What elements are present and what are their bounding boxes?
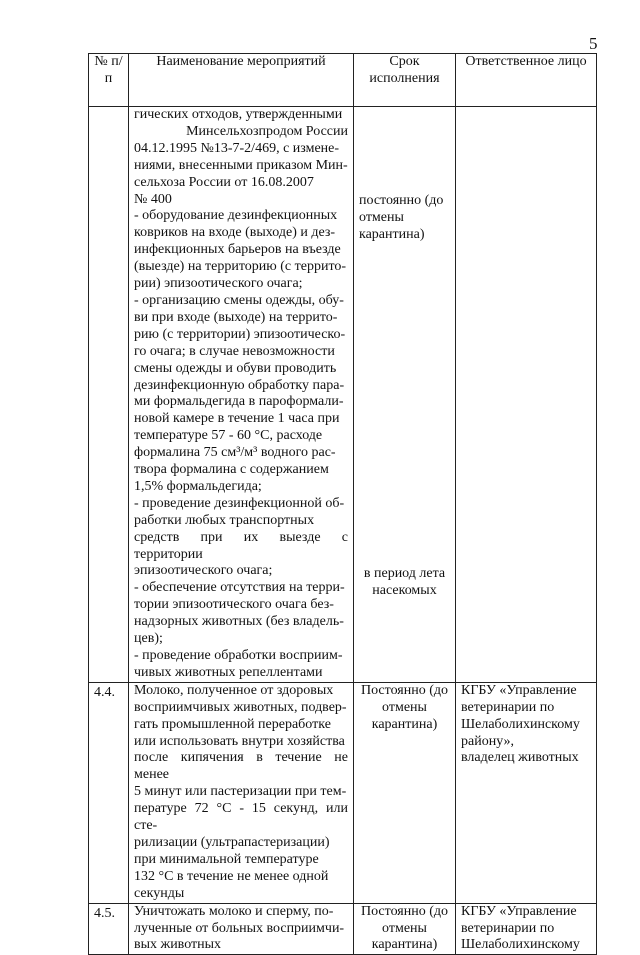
header-term: Срок исполнения — [354, 54, 456, 107]
row-name-cell — [129, 107, 354, 683]
text-line: го очага; в случае невозможности — [134, 343, 335, 359]
text-line: владелец животных — [461, 750, 579, 766]
text-line: рии) эпизоотического очага; — [134, 276, 303, 292]
text-line: цев); — [134, 631, 163, 647]
text-line: № 400 — [134, 191, 172, 207]
text-line: при минимальной температуре — [134, 851, 319, 867]
row-responsible-cell — [456, 682, 597, 903]
row-name-cell — [129, 682, 354, 903]
text-line: 5 минут или пастеризации при тем- — [134, 784, 347, 800]
row-term-cell — [354, 107, 456, 683]
table-row — [89, 903, 597, 955]
text-line: (выезде) на территорию (с террито- — [134, 259, 347, 275]
text-line: ниями, внесенными приказом Мин- — [134, 157, 348, 173]
row-term-cell: Постоянно (до отмены карантина) — [354, 682, 456, 903]
row-responsible-cell — [456, 107, 597, 683]
text-line: эпизоотического очага; — [134, 563, 273, 579]
text-line: Уничтожать молоко и сперму, по- — [134, 903, 334, 919]
table-header-row — [89, 54, 597, 107]
text-line: новой камере в течение 1 часа при — [134, 411, 340, 427]
text-line: пературе 72 °С - 15 секунд, или сте- — [134, 801, 348, 834]
text-line: - оборудование дезинфекционных — [134, 208, 338, 224]
row-num-cell — [89, 107, 129, 683]
text-line: Молоко, полученное от здоровых — [134, 682, 334, 698]
text-line: гать промышленной переработке — [134, 716, 331, 732]
text-line: КГБУ «Управление — [461, 682, 577, 698]
table-row — [89, 682, 597, 903]
text-line: 04.12.1995 №13-7-2/469, с измене- — [134, 140, 340, 156]
text-line: - проведение обработки восприим- — [134, 648, 343, 663]
text-line: инфекционных барьеров на въезде — [134, 242, 341, 258]
text-line: Шелаболихинскому — [461, 937, 580, 953]
text-line: работки любых транспортных — [134, 512, 315, 528]
text-line: лученные от больных восприимчи- — [134, 920, 345, 936]
text-line: или использовать внутри хозяйства — [134, 733, 345, 749]
text-line: 132 °С в течение не менее одной — [134, 868, 329, 884]
term-permanent: постоянно (до отмены карантина) — [359, 193, 444, 242]
text-line: ми формальдегида в пароформали- — [134, 394, 344, 410]
text-line: формалина 75 см³/м³ водного рас- — [134, 445, 336, 461]
measures-table — [88, 53, 597, 955]
text-line: гических отходов, утвержденными — [134, 107, 343, 122]
text-line: средств при их выезде с территории — [134, 529, 348, 562]
text-line: вых животных — [134, 937, 222, 953]
text-line: ветеринарии по — [461, 699, 555, 715]
row-responsible-cell — [456, 903, 597, 955]
text-line: дезинфекционную обработку пара- — [134, 377, 345, 393]
text-line: КГБУ «Управление — [461, 903, 577, 919]
text-line: рию (с территории) эпизоотическо- — [134, 326, 346, 342]
term-insect-season: в период лета насекомых — [363, 565, 446, 598]
text-line: смены одежды и обуви проводить — [134, 360, 337, 376]
text-line: после кипячения в течение не менее — [134, 750, 348, 783]
text-line: Минсельхозпродом России — [186, 123, 348, 139]
table-row — [89, 107, 597, 683]
row-num-cell: 4.4. — [89, 682, 129, 903]
text-line: 1,5% формальдегида; — [134, 478, 262, 494]
text-line: - организацию смены одежды, обу- — [134, 292, 344, 308]
row-name-cell — [129, 903, 354, 955]
header-name: Наименование мероприятий — [129, 54, 354, 107]
text-line: району», — [461, 733, 515, 749]
text-line: - обеспечение отсутствия на терри- — [134, 580, 345, 596]
text-line: тории эпизоотического очага без- — [134, 597, 334, 613]
row-num-cell: 4.5. — [89, 903, 129, 955]
header-num: № п/п — [89, 54, 129, 107]
text-line: сельхоза России от 16.08.2007 — [134, 174, 314, 190]
text-line: Шелаболихинскому — [461, 716, 580, 732]
header-responsible: Ответственное лицо — [456, 54, 597, 107]
page-number: 5 — [589, 34, 598, 53]
row-term-cell: Постоянно (до отмены карантина) — [354, 903, 456, 955]
text-line: надзорных животных (без владель- — [134, 614, 344, 630]
text-line: чивых животных репеллентами — [134, 664, 323, 680]
text-line: рилизации (ультрапастеризации) — [134, 834, 330, 850]
text-line: ветеринарии по — [461, 920, 555, 936]
text-line: восприимчивых животных, подвер- — [134, 699, 347, 715]
text-line: секунды — [134, 885, 185, 901]
text-line: ковриков на входе (выходе) и дез- — [134, 225, 336, 241]
text-line: ви при входе (выходе) на террито- — [134, 309, 338, 325]
text-line: температуре 57 - 60 °С, расходе — [134, 428, 323, 444]
text-line: твора формалина с содержанием — [134, 462, 329, 478]
text-line: - проведение дезинфекционной об- — [134, 495, 345, 511]
